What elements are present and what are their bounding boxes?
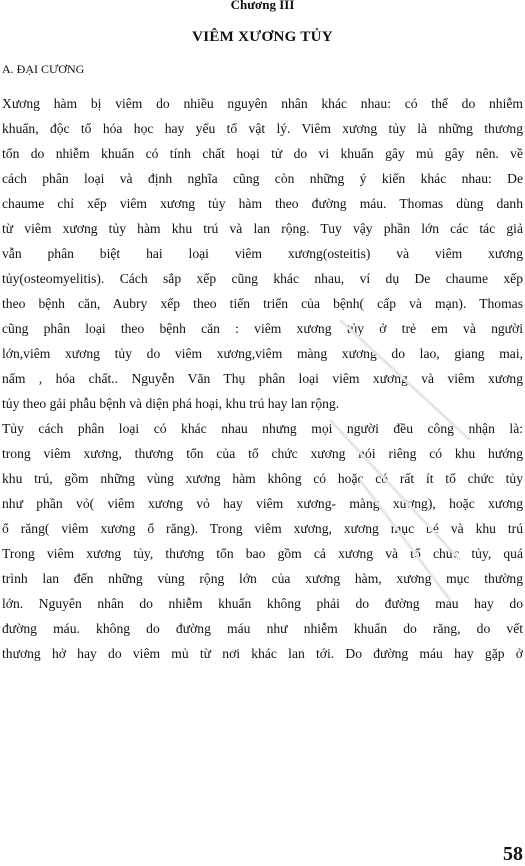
text-line: cũng phân loại theo bệnh căn : viêm xương tủy ở trẻ em và người: [2, 321, 523, 336]
text-line: ổ răng( viêm xương ổ răng). Trong viêm xương, xương mục bé và khu trú: [2, 521, 523, 536]
text-line: tủy theo gải phẫu bệnh và diện phá hoại, khu trú hay lan rộng.: [2, 396, 340, 411]
text-line: theo bệnh căn, Aubry xếp theo tiến triển của bệnh( cấp và mạn). Thomas: [2, 296, 523, 311]
text-line: từ viêm xương tủy hàm khu trú và lan rộng. Tuy vậy phần lớn các tác giả: [2, 221, 523, 236]
text-line: Xương hàm bị viêm do nhiều nguyên nhân khác nhau: có thể do nhiễm: [2, 96, 523, 111]
text-line: khuẩn, độc tố hóa học hay yếu tố vật lý. Viêm xương tủy là những thương: [2, 121, 523, 136]
text-line: tủy(osteomyelitis). Cách sắp xếp cũng khác nhau, ví dụ De chaume xếp: [2, 271, 523, 286]
text-line: tổn do nhiễm khuẩn có tính chất hoại tử do vi khuẩn gây mủ gây nên. về: [2, 146, 523, 161]
section-heading: A. ĐẠI CƯƠNG: [2, 62, 85, 76]
text-line: trình lan đến những vùng rộng lớn của xương hàm, xương mục thường: [2, 571, 523, 586]
page-title: VIÊM XƯƠNG TỦY: [192, 29, 333, 45]
text-line: lớn. Nguyên nhân do nhiễm khuẩn không phải do đường máu hay do: [2, 596, 523, 611]
text-line: vẫn phân biệt hai loại viêm xương(osteitis) và viêm xương: [2, 246, 523, 261]
text-line: khu trú, gồm những vùng xương hàm không có hoặc có rất ít tổ chức tủy: [2, 471, 523, 486]
page-number: 58: [503, 843, 523, 865]
chapter-heading: Chương III: [230, 0, 295, 12]
text-line: thương hở hay do viêm mủ từ nơi khác lan tới. Do đường máu hay gặp ở: [2, 646, 523, 661]
text-line: như phần vỏ( viêm xương vỏ hay viêm xương- màng xương), hoặc xương: [2, 496, 523, 511]
text-line: Trong viêm xương tủy, thương tổn bao gồm cả xương và tổ chức tủy, quá: [2, 546, 523, 561]
text-line: chaume chỉ xếp viêm xương tủy hàm theo đường máu. Thomas dùng danh: [2, 196, 523, 211]
text-line: trong viêm xương, thương tổn của tổ chức xương nói riêng có khu hướng: [2, 446, 523, 461]
text-line: đường máu. không do đường máu như nhiễm khuẩn do răng, do vết: [2, 621, 523, 636]
text-line: Tủy cách phân loại có khác nhau nhưng mọi người đều công nhận là:: [2, 421, 523, 436]
text-line: lớn,viêm xương tủy do viêm xương,viêm màng xương do lao, giang mai,: [2, 346, 523, 361]
text-line: nấm , hóa chất.. Nguyễn Văn Thụ phân loại viêm xương và viêm xương: [2, 371, 523, 386]
text-line: cách phân loại và định nghĩa cũng còn những ý kiến khác nhau: De: [2, 171, 523, 186]
